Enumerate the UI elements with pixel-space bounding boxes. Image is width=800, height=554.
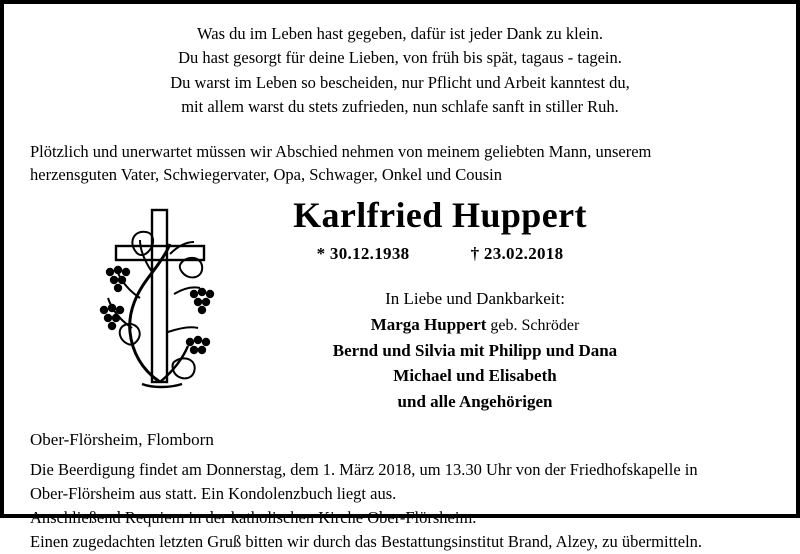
cross-with-grapevine-icon bbox=[70, 202, 260, 402]
intro-text bbox=[30, 140, 770, 187]
detail-line: Anschließend Requiem in der katholischen Kirche Ober-Flörsheim. bbox=[30, 507, 477, 527]
family-member-name: Michael und Elisabeth bbox=[393, 366, 557, 386]
family-member-suffix: geb. Schröder bbox=[486, 316, 580, 334]
poem-line: Du hast gesorgt für deine Lieben, von früh bis spät, tagaus - tagein. bbox=[178, 48, 622, 68]
deceased-name: Karlfried Huppert bbox=[293, 195, 587, 236]
family-member bbox=[180, 312, 770, 338]
poem-line: Was du im Leben hast gegeben, dafür ist jeder Dank zu klein. bbox=[197, 24, 603, 43]
poem-line: Du warst im Leben so bescheiden, nur Pflicht und Arbeit kanntest du, bbox=[170, 72, 630, 92]
family-member bbox=[180, 363, 770, 389]
funeral-details bbox=[30, 458, 770, 554]
poem-line: mit allem warst du stets zufrieden, nun schlafe sanft in stiller Ruh. bbox=[181, 97, 619, 117]
death-date: † 23.02.2018 bbox=[470, 244, 564, 264]
birth-date: * 30.12.1938 bbox=[316, 244, 410, 264]
detail-line: Die Beerdigung findet am Donnerstag, dem 1. März 2018, um 13.30 Uhr von der Friedhofskapelle in bbox=[30, 460, 698, 480]
family-member bbox=[180, 338, 770, 364]
family-member-name: Marga Huppert bbox=[370, 314, 487, 334]
detail-line: Einen zugedachten letzten Gruß bitten wir durch das Bestattungsinstitut Brand, Alzey, zu übermitteln. bbox=[30, 531, 703, 551]
intro-line: herzensguten Vater, Schwiegervater, Opa, Schwager, Onkel und Cousin bbox=[30, 165, 502, 185]
detail-line: Ober-Flörsheim aus statt. Ein Kondolenzbuch liegt aus. bbox=[30, 483, 397, 503]
family-member bbox=[180, 389, 770, 415]
memorial-poem bbox=[30, 22, 770, 120]
family-member-name: und alle Angehörigen bbox=[397, 391, 553, 411]
family-member-name: Bernd und Silvia mit Philipp und Dana bbox=[332, 340, 618, 360]
intro-line: Plötzlich und unerwartet müssen wir Abschied nehmen von meinem geliebten Mann, unserem bbox=[30, 141, 652, 161]
family-lead: In Liebe und Dankbarkeit: bbox=[385, 289, 565, 309]
places-line: Ober-Flörsheim, Flomborn bbox=[30, 430, 214, 450]
middle-section bbox=[30, 196, 770, 414]
